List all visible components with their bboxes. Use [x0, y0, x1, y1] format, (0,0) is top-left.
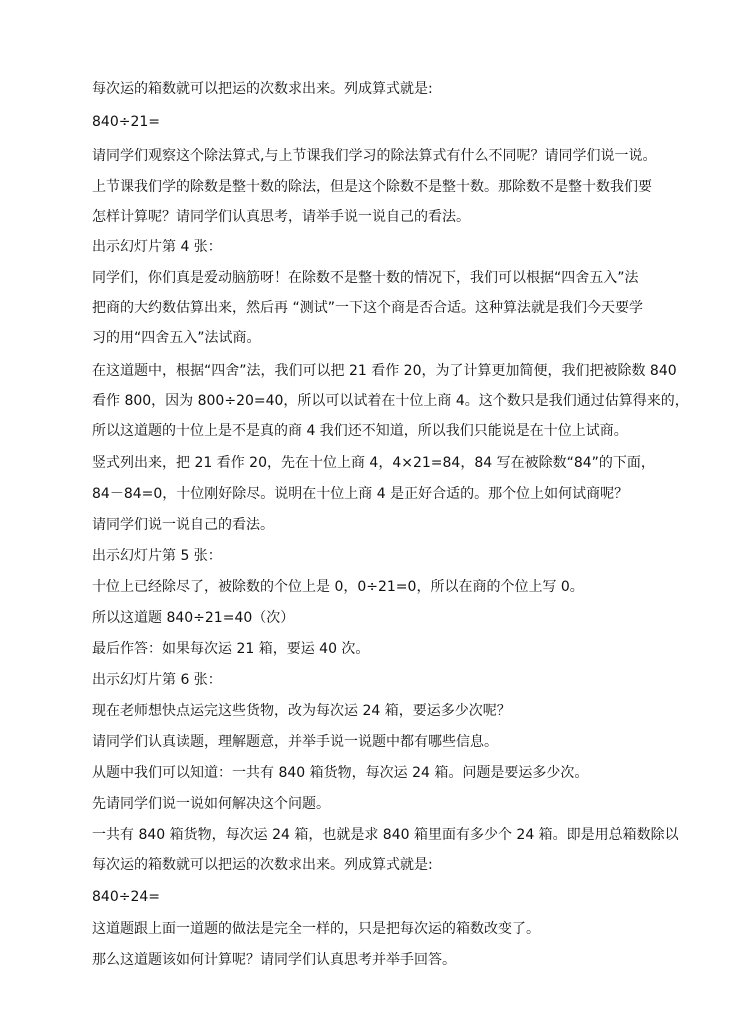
text-line: 现在老师想快点运完这些货物，改为每次运 24 箱，要运多少次呢？	[92, 703, 511, 719]
text-line: 出示幻灯片第 4 张：	[92, 239, 222, 255]
text-line: 84－84=0，十位刚好除尽。说明在十位上商 4 是正好合适的。那个位上如何试商呢？	[92, 486, 629, 502]
text-line: 840÷21=	[92, 114, 160, 130]
text-line: 从题中我们可以知道：一共有 840 箱货物，每次运 24 箱。问题是要运多少次。	[92, 765, 589, 781]
text-line: 出示幻灯片第 5 张：	[92, 548, 222, 564]
text-line: 最后作答：如果每次运 21 箱，要运 40 次。	[92, 641, 370, 657]
text-line: 请同学们观察这个除法算式,与上节课我们学习的除法算式有什么不同呢？请同学们说一说。	[92, 148, 657, 164]
text-line: 840÷24=	[92, 889, 160, 905]
text-line: 十位上已经除尽了，被除数的个位上是 0，0÷21=0，所以在商的个位上写 0。	[92, 579, 584, 595]
text-line: 所以这道题 840÷21=40（次）	[92, 610, 295, 626]
text-line: 这道题跟上面一道题的做法是完全一样的，只是把每次运的箱数改变了。	[92, 921, 540, 937]
text-line: 同学们，你们真是爱动脑筋呀！在除数不是整十数的情况下，我们可以根据“四舍五入”法	[92, 270, 639, 286]
text-line: 所以这道题的十位上是不是真的商 4 我们还不知道，所以我们只能说是在十位上试商。	[92, 423, 628, 439]
text-line: 看作 800，因为 800÷20=40，所以可以试着在十位上商 4。这个数只是我们通过估算得来的，	[92, 393, 689, 409]
text-line: 怎样计算呢？请同学们认真思考，请举手说一说自己的看法。	[92, 209, 470, 225]
text-line: 请同学们认真读题，理解题意，并举手说一说题中都有哪些信息。	[92, 734, 498, 750]
text-line: 每次运的箱数就可以把运的次数求出来。列成算式就是:	[92, 857, 433, 873]
text-line: 把商的大约数估算出来，然后再 “测试”一下这个商是否合适。这种算法就是我们今天要学	[92, 300, 643, 316]
text-line: 在这道题中，根据“四舍”法，我们可以把 21 看作 20，为了计算更加简便，我们把被除数 840	[92, 363, 677, 379]
text-line: 一共有 840 箱货物，每次运 24 箱，也就是求 840 箱里面有多少个 24 箱。即是用总箱数除以	[92, 827, 679, 843]
text-line: 那么这道题该如何计算呢？请同学们认真思考并举手回答。	[92, 952, 456, 968]
text-line: 上节课我们学的除数是整十数的除法，但是这个除数不是整十数。那除数不是整十数我们要	[92, 179, 652, 195]
text-line: 请同学们说一说自己的看法。	[92, 517, 274, 533]
text-line: 习的用“四舍五入”法试商。	[92, 330, 261, 346]
text-line: 先请同学们说一说如何解决这个问题。	[92, 796, 330, 812]
text-line: 出示幻灯片第 6 张：	[92, 672, 222, 688]
text-line: 竖式列出来，把 21 看作 20，先在十位上商 4，4×21=84，84 写在被除数“84”的下面，	[92, 455, 655, 471]
text-line: 每次运的箱数就可以把运的次数求出来。列成算式就是:	[92, 81, 433, 97]
